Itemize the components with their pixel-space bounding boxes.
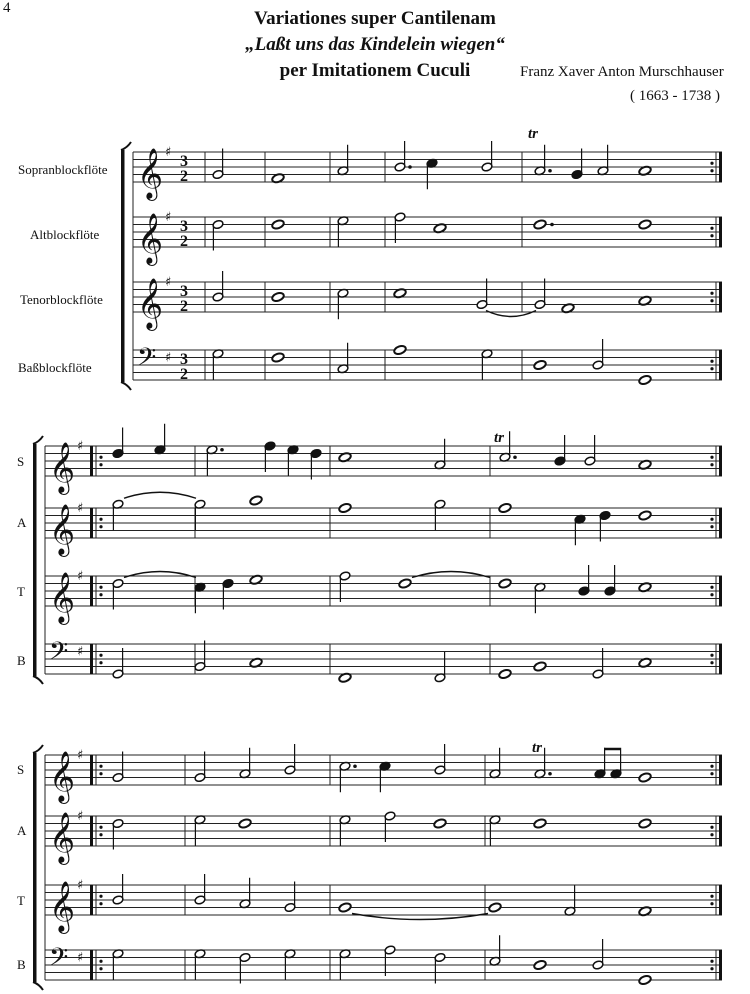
whole-note	[498, 578, 512, 589]
repeat-dot	[99, 456, 102, 459]
bracket-hook	[33, 745, 43, 753]
staff-label-alto: Altblockflöte	[30, 227, 100, 242]
treble-clef-icon: 𝄞	[137, 148, 164, 199]
repeat-thick-line	[90, 950, 93, 980]
whole-note	[533, 360, 547, 371]
system-bracket	[33, 444, 37, 676]
whole-note	[533, 661, 547, 672]
augmentation-dot	[408, 165, 412, 169]
whole-note	[533, 219, 547, 230]
repeat-dot	[710, 826, 713, 829]
staff-label-b: B	[17, 653, 26, 668]
repeat-dot	[710, 518, 713, 521]
final-barline	[719, 644, 722, 674]
whole-note	[638, 975, 652, 986]
repeat-dot	[99, 586, 102, 589]
repeat-dot	[710, 463, 713, 466]
bracket-hook	[33, 436, 43, 444]
time-signature-denominator: 2	[180, 233, 188, 250]
bracket-hook	[121, 142, 131, 150]
time-signature-numerator: 3	[180, 218, 188, 235]
bass-clef-icon: 𝄢	[49, 943, 69, 978]
trill-mark: tr	[528, 126, 539, 142]
repeat-dot	[710, 367, 713, 370]
repeat-thick-line	[90, 576, 93, 606]
sharp-key-signature-icon: ♯	[77, 644, 84, 660]
repeat-dot	[710, 586, 713, 589]
whole-note	[249, 495, 263, 506]
time-signature-denominator: 2	[180, 366, 188, 383]
bass-clef-icon: 𝄢	[49, 637, 69, 672]
augmentation-dot	[548, 169, 552, 173]
whole-note	[533, 818, 547, 829]
final-barline	[719, 885, 722, 915]
treble-clef-icon: 𝄞	[49, 881, 76, 932]
whole-note	[238, 818, 252, 829]
repeat-thick-line	[90, 755, 93, 785]
system-bracket	[33, 753, 37, 982]
repeat-dot	[99, 518, 102, 521]
staff-label-b: B	[17, 957, 26, 972]
sharp-key-signature-icon: ♯	[77, 569, 84, 584]
sharp-key-signature-icon: ♯	[77, 501, 84, 516]
final-barline	[719, 446, 722, 476]
time-signature-numerator: 3	[180, 153, 188, 170]
title-line-3: per Imitationem Cuculi	[279, 60, 471, 81]
augmentation-dot	[548, 772, 552, 776]
composer-dates: ( 1663 - 1738 )	[630, 88, 720, 104]
title-line-2: „Laßt uns das Kindelein wiegen“	[245, 34, 505, 55]
treble-clef-icon: 𝄞	[49, 751, 76, 802]
repeat-dot	[99, 525, 102, 528]
sharp-key-signature-icon: ♯	[77, 809, 84, 824]
final-barline	[719, 152, 722, 182]
repeat-thick-line	[90, 644, 93, 674]
repeat-dot	[710, 299, 713, 302]
staff-label-tenor: Tenorblockflöte	[20, 292, 103, 307]
final-barline	[719, 576, 722, 606]
final-barline	[719, 508, 722, 538]
repeat-dot	[710, 593, 713, 596]
beam	[604, 748, 620, 751]
sharp-key-signature-icon: ♯	[165, 145, 172, 160]
whole-note	[433, 818, 447, 829]
final-barline	[719, 755, 722, 785]
repeat-dot	[99, 765, 102, 768]
repeat-dot	[99, 593, 102, 596]
staff-label-a: A	[17, 515, 27, 530]
repeat-dot	[710, 967, 713, 970]
sharp-key-signature-icon: ♯	[77, 878, 84, 893]
whole-note	[498, 669, 512, 680]
treble-clef-icon: 𝄞	[49, 572, 76, 623]
repeat-dot	[99, 833, 102, 836]
title-line-1: Variationes super Cantilenam	[254, 8, 496, 29]
bracket-hook	[121, 382, 131, 390]
whole-note	[498, 503, 512, 514]
augmentation-dot	[220, 448, 224, 452]
bracket-hook	[33, 676, 43, 684]
repeat-dot	[710, 227, 713, 230]
page-number: 4	[3, 0, 11, 16]
repeat-dot	[710, 234, 713, 237]
tie	[352, 914, 488, 920]
repeat-dot	[710, 765, 713, 768]
final-barline	[719, 282, 722, 312]
whole-note	[338, 902, 352, 913]
final-barline	[719, 217, 722, 247]
whole-note	[271, 219, 285, 230]
repeat-dot	[710, 833, 713, 836]
tie	[486, 311, 536, 317]
repeat-dot	[710, 169, 713, 172]
whole-note	[638, 219, 652, 230]
repeat-dot	[99, 895, 102, 898]
staff-label-soprano: Sopranblockflöte	[18, 162, 108, 177]
whole-note	[638, 510, 652, 521]
bracket-hook	[33, 982, 43, 990]
whole-note	[638, 772, 652, 783]
treble-clef-icon: 𝄞	[49, 812, 76, 863]
final-barline	[719, 950, 722, 980]
time-signature-denominator: 2	[180, 298, 188, 315]
repeat-dot	[710, 525, 713, 528]
composer-name: Franz Xaver Anton Murschhauser	[520, 64, 724, 80]
repeat-dot	[710, 960, 713, 963]
repeat-dot	[99, 902, 102, 905]
repeat-dot	[710, 902, 713, 905]
augmentation-dot	[353, 764, 357, 768]
repeat-dot	[99, 654, 102, 657]
sharp-key-signature-icon: ♯	[165, 275, 172, 290]
time-signature-numerator: 3	[180, 283, 188, 300]
treble-clef-icon: 𝄞	[137, 278, 164, 329]
staff-label-t: T	[17, 584, 25, 599]
whole-note	[398, 578, 412, 589]
whole-note	[393, 345, 407, 356]
trill-mark: tr	[532, 740, 543, 756]
augmentation-dot	[513, 455, 517, 459]
repeat-dot	[99, 967, 102, 970]
repeat-dot	[99, 772, 102, 775]
repeat-thick-line	[90, 885, 93, 915]
whole-note	[338, 503, 352, 514]
repeat-dot	[710, 456, 713, 459]
final-barline	[719, 350, 722, 380]
repeat-dot	[710, 772, 713, 775]
repeat-dot	[710, 661, 713, 664]
staff-label-s: S	[17, 762, 25, 777]
bass-clef-icon: 𝄢	[137, 343, 157, 378]
system-bracket	[121, 150, 125, 382]
sharp-key-signature-icon: ♯	[165, 210, 172, 225]
repeat-dot	[710, 292, 713, 295]
treble-clef-icon: 𝄞	[137, 213, 164, 264]
time-signature-numerator: 3	[180, 351, 188, 368]
tie	[124, 572, 196, 578]
augmentation-dot	[550, 223, 554, 227]
sharp-key-signature-icon: ♯	[77, 748, 84, 763]
whole-note	[271, 352, 285, 363]
repeat-dot	[99, 463, 102, 466]
treble-clef-icon: 𝄞	[49, 504, 76, 555]
whole-note	[638, 818, 652, 829]
sharp-key-signature-icon: ♯	[165, 350, 172, 366]
sharp-key-signature-icon: ♯	[77, 950, 84, 966]
repeat-thick-line	[90, 816, 93, 846]
staff-label-t: T	[17, 893, 25, 908]
staff-label-bass: Baßblockflöte	[18, 360, 92, 375]
repeat-dot	[710, 654, 713, 657]
treble-clef-icon: 𝄞	[49, 442, 76, 493]
whole-note	[488, 902, 502, 913]
whole-note	[533, 960, 547, 971]
repeat-dot	[99, 826, 102, 829]
trill-mark: tr	[494, 430, 505, 446]
repeat-dot	[99, 960, 102, 963]
repeat-thick-line	[90, 508, 93, 538]
whole-note	[638, 375, 652, 386]
repeat-dot	[710, 162, 713, 165]
tie	[412, 572, 490, 578]
repeat-dot	[710, 895, 713, 898]
repeat-dot	[99, 661, 102, 664]
time-signature-denominator: 2	[180, 168, 188, 185]
sharp-key-signature-icon: ♯	[77, 439, 84, 454]
staff-label-s: S	[17, 454, 25, 469]
repeat-thick-line	[90, 446, 93, 476]
final-barline	[719, 816, 722, 846]
whole-note	[271, 292, 285, 303]
staff-label-a: A	[17, 823, 27, 838]
tie	[124, 492, 196, 498]
repeat-dot	[710, 360, 713, 363]
